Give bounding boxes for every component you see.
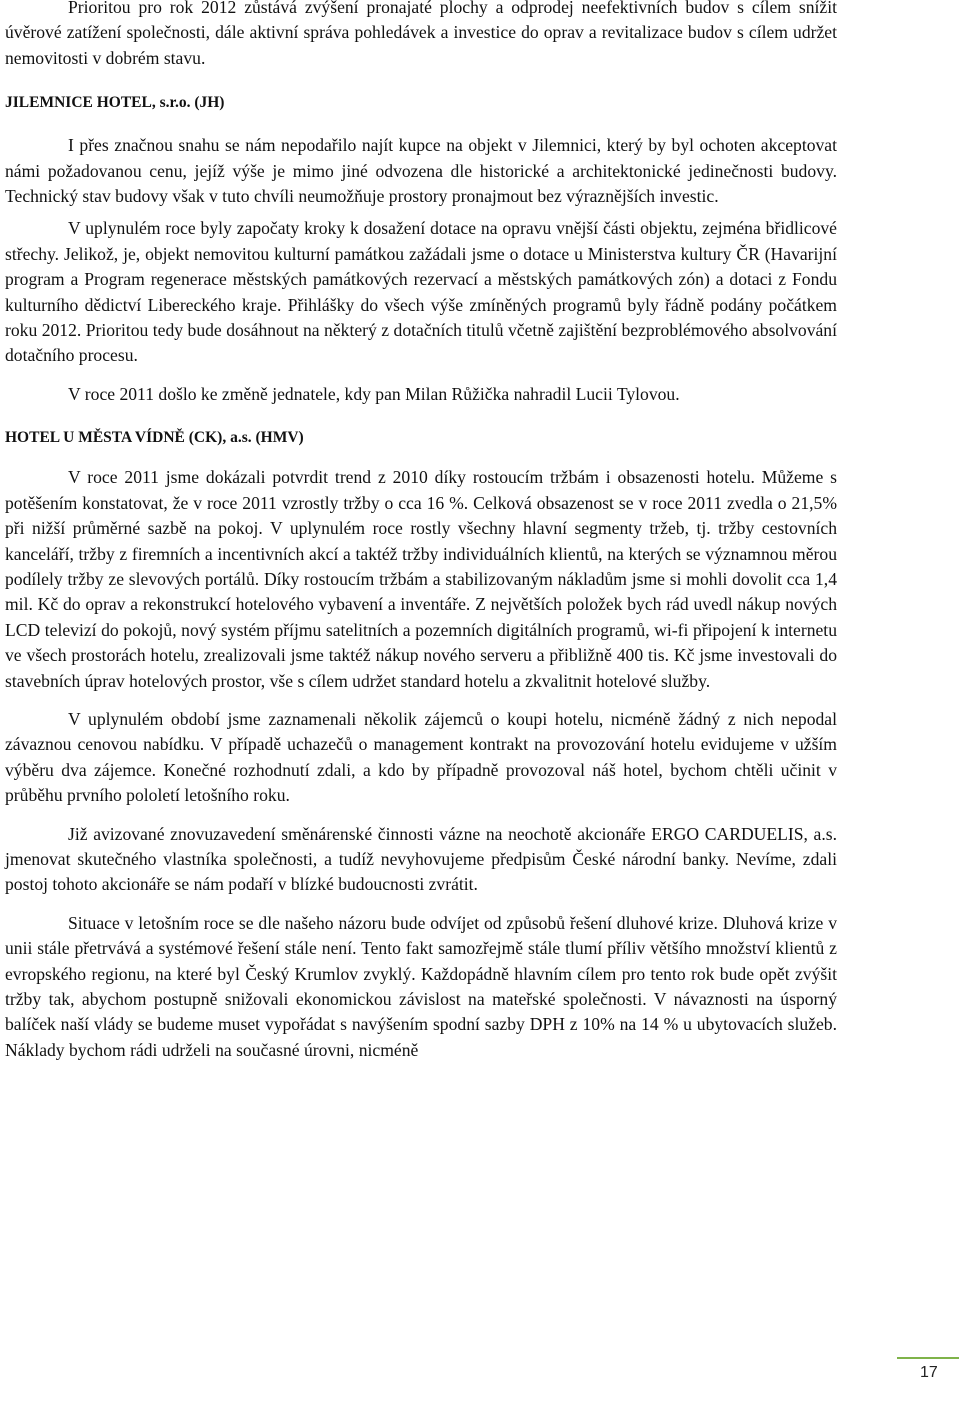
page-number: 17 xyxy=(897,1357,959,1395)
paragraph-hmv-sale: V uplynulém období jsme zaznamenali několik zájemců o koupi hotelu, nicméně žádný z nich nepodal závaznou cenovou nabídku. V případě uchazečů o management kontrakt na provozování hotelu evidujeme v užším výběru dva zájemce. Konečné rozhodnutí zdali, a kdo by případně provozoval náš hotel, bychom chtěli učinit v průběhu prvního pololetí letošního roku. xyxy=(5,708,837,806)
paragraph-jh-director: V roce 2011 došlo ke změně jednatele, kdy pan Milan Růžička nahradil Lucii Tylovou. xyxy=(68,383,680,404)
section-heading-jilemnice-hotel: JILEMNICE HOTEL, s.r.o. (JH) xyxy=(5,94,225,112)
section-heading-hotel-u-mesta-vidne: HOTEL U MĚSTA VÍDNĚ (CK), a.s. (HMV) xyxy=(5,429,304,447)
paragraph-jh-subsidy: V uplynulém roce byly započaty kroky k dosažení dotace na opravu vnější části objektu, zejména břidlicové střechy. Jelikož, je, objekt nemovitou kulturní památkou zažádali jsme o dotace u Ministerstva kultury ČR (Havarijní program a Program regenerace městských památkových rezervací a městských památkových zón) a dotaci z Fondu kulturního dědictví Libereckého kraje. Přihlášky do všech výše zmíněných programů byly řádně podány počátkem roku 2012. Prioritou tedy bude dosáhnout na některý z dotačních titulů včetně zajištění bezproblémového absolvování dotačního procesu. xyxy=(5,218,837,366)
paragraph-priorities-2012: Prioritou pro rok 2012 zůstává zvýšení pronajaté plochy a odprodej neefektivních budov s cílem snížit úvěrové zatížení společnosti, dále aktivní správa pohledávek a investice do oprav a revitalizace budov s cílem udržet nemovitosti v dobrém stavu. xyxy=(5,0,837,68)
paragraph-hmv-exchange: Již avizované znovuzavedení směnárenské činnosti vázne na neochotě akcionáře ERGO CARDUELIS, a.s. jmenovat skutečného vlastníka společnosti, a tudíž nevyhovujeme předpisům České národní banky. Nevíme, zdali postoj tohoto akcionáře se nám podaří v blízké budoucnosti zvrátit. xyxy=(5,823,837,895)
document-body xyxy=(5,0,837,1063)
paragraph-hmv-revenue: V roce 2011 jsme dokázali potvrdit trend z 2010 díky rostoucím tržbám i obsazenosti hotelu. Můžeme s potěšením konstatovat, že v roce 2011 vzrostly tržby o cca 16 %. Celková obsazenost se v roce 2011 zvedla o 21,5% při nižší průměrné sazbě na pokoj. V uplynulém roce rostly všechny hlavní segmenty tržeb, tj. tržby cestovních kanceláří, tržby z firemních a incentivních akcí a taktéž tržby individuálních klientů, na kterých se významnou měrou podílely tržby ze slevových portálů. Díky rostoucím tržbám a stabilizovaným nákladům jsme si mohli dovolit cca 1,4 mil. Kč do oprav a rekonstrukcí hotelového vybavení a inventáře. Z největších položek bych rád uvedl nákup nových LCD televizí do pokojů, nový systém příjmu satelitních a pozemních digitálních programů, wi-fi připojení k internetu ve všech prostorách hotelu, zrealizovali jsme taktéž nákup nového serveru a přibližně 400 tis. Kč jsme investovali do stavebních úprav hotelových prostor, vše s cílem udržet standard hotelu a zkvalitnit hotelové služby. xyxy=(5,467,837,691)
paragraph-jh-buyer: I přes značnou snahu se nám nepodařilo najít kupce na objekt v Jilemnici, který by byl ochoten akceptovat námi požadovanou cenu, jejíž výše je mimo jiné odvozena dle historické a architektonické jedinečnosti budovy. Technický stav budovy však v tuto chvíli neumožňuje prostory pronajmout bez výraznějších investic. xyxy=(5,135,837,207)
paragraph-hmv-outlook: Situace v letošním roce se dle našeho názoru bude odvíjet od způsobů řešení dluhové krize. Dluhová krize v unii stále přetrvává a systémové řešení stále není. Tento fakt samozřejmě stále tlumí příliv většího množství klientů z evropského regionu, na které byl Český Krumlov zvyklý. Každopádně hlavním cílem pro tento rok bude opět zvýšit tržby tak, abychom postupně snižovali ekonomickou závislost na mateřské společnosti. V návaznosti na úsporný balíček naší vlády se budeme muset vypořádat s navýšením spodní sazby DPH z 10% na 14 % u ubytovacích služeb. Náklady bychom rádi udrželi na současné úrovni, nicméně xyxy=(5,912,837,1060)
